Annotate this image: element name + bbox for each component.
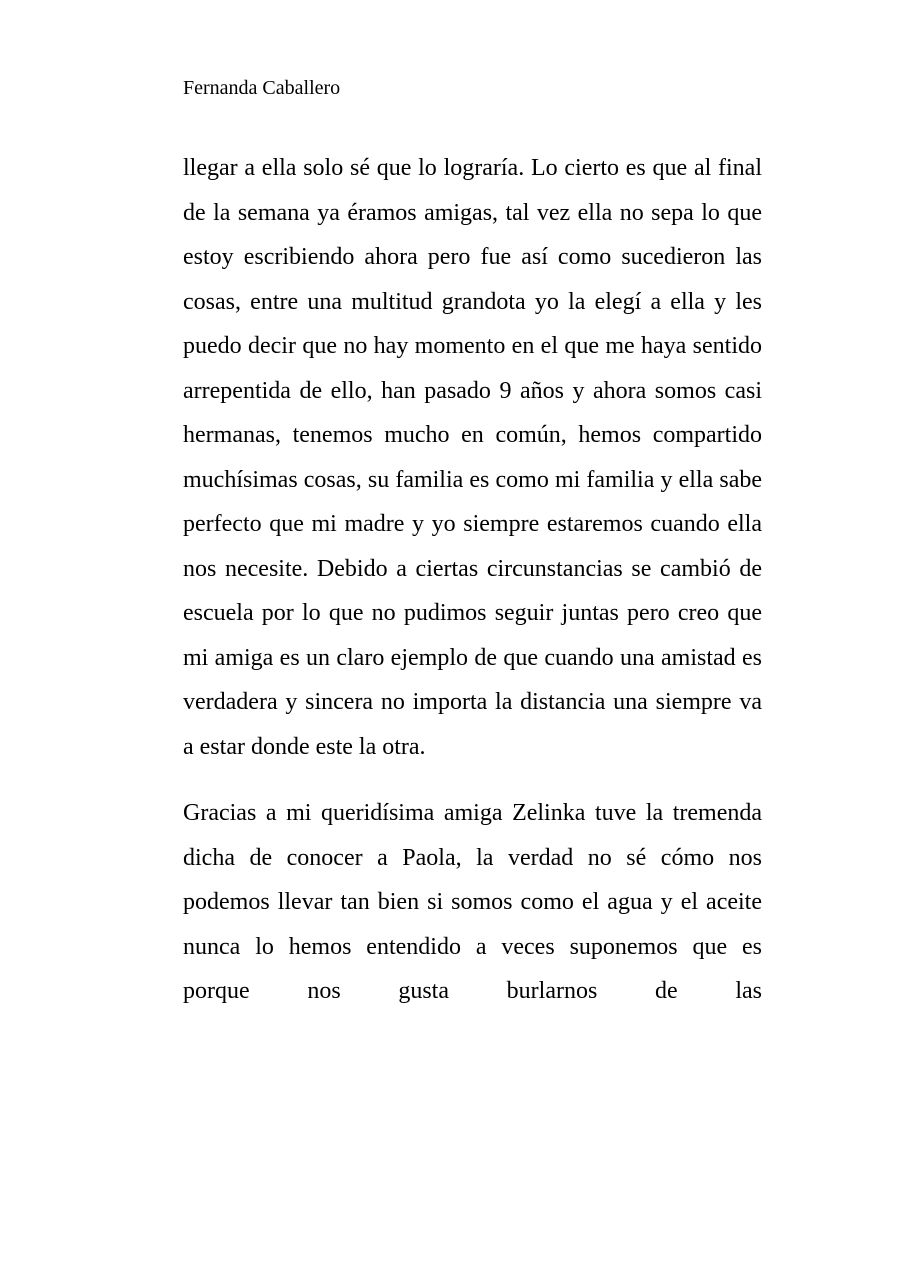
body-paragraph-1: llegar a ella solo sé que lo lograría. Lo cierto es que al final de la semana ya éramos amigas, tal vez ella no sepa lo que estoy escribiendo ahora pero fue así como sucedieron las cosas, entre una multitud grandota yo la elegí a ella y les puedo decir que no hay momento en el que me haya sentido arrepentida de ello, han pasado 9 años y ahora somos casi hermanas, tenemos mucho en común, hemos compartido muchísimas cosas, su familia es como mi familia y ella sabe perfecto que mi madre y yo siempre estaremos cuando ella nos necesite. Debido a ciertas circunstancias se cambió de escuela por lo que no pudimos seguir juntas pero creo que mi amiga es un claro ejemplo de que cuando una amistad es verdadera y sincera no importa la distancia una siempre va a estar donde este la otra.	[183, 155, 762, 760]
document-body	[183, 146, 762, 1014]
body-paragraph-2: Gracias a mi queridísima amiga Zelinka tuve la tremenda dicha de conocer a Paola, la verdad no sé cómo nos podemos llevar tan bien si somos como el agua y el aceite nunca lo hemos entendido a veces suponemos que es porque nos gusta burlarnos de las	[183, 800, 762, 1004]
page-header-author: Fernanda Caballero	[183, 77, 341, 99]
